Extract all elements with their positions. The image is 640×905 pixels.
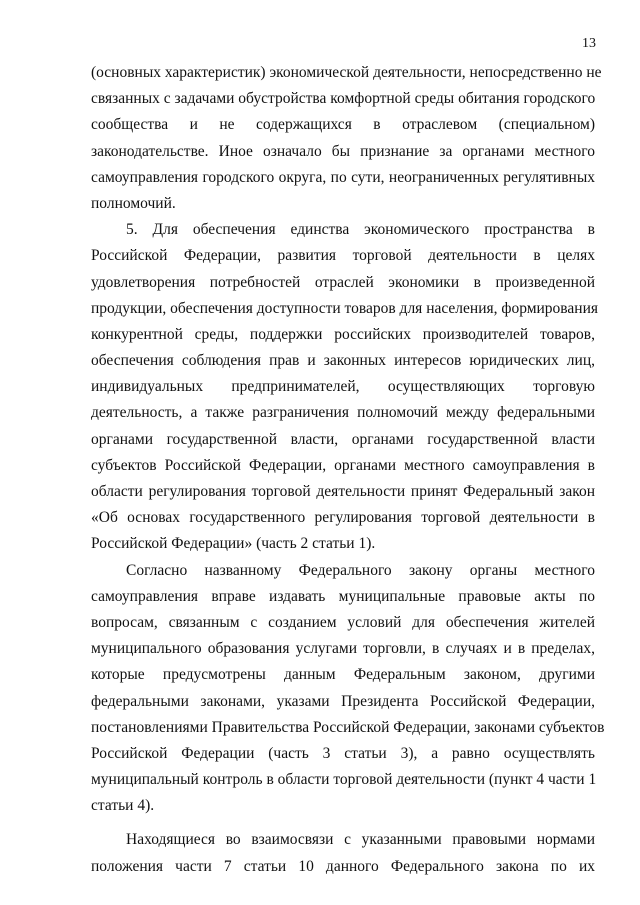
text-line: Российской Федерации, развития торговой деятельности в целях [91,247,595,265]
text-line: полномочий. [91,194,176,212]
text-line: обеспечения соблюдения прав и законных интересов юридических лиц, [91,352,595,370]
text-line: муниципального образования услугами торговли, в случаях и в пределах, [91,640,595,658]
text-line: Находящиеся во взаимосвязи с указанными правовыми нормами [126,831,595,849]
page-number: 13 [582,36,596,51]
text-line: Российской Федерации (часть 3 статьи 3), а равно осуществлять [91,744,595,762]
text-line: статьи 4). [91,797,155,815]
text-line: Согласно названному Федерального закону органы местного [126,561,595,579]
text-line: положения части 7 статьи 10 данного Федерального закона по их [91,857,595,875]
text-line: которые предусмотрены данным Федеральным законом, другими [91,666,595,684]
text-line: постановлениями Правительства Российской Федерации, законами субъектов [91,718,605,736]
text-line: индивидуальных предпринимателей, осуществляющих торговую [91,378,595,396]
text-line: «Об основах государственного регулирования торговой деятельности в [91,509,595,527]
text-line: конкурентной среды, поддержки российских производителей товаров, [91,325,595,343]
text-line: 5. Для обеспечения единства экономического пространства в [126,221,595,239]
paragraph-gap [91,819,595,827]
document-body [91,60,605,880]
text-line: органами государственной власти, органами государственной власти [91,430,595,448]
text-line: вопросам, связанным с созданием условий для обеспечения жителей [91,613,595,631]
text-line: сообщества и не содержащихся в отраслевом (специальном) [91,116,595,134]
text-line: деятельность, а также разграничения полномочий между федеральными [91,404,595,422]
text-line: муниципальный контроль в области торговой деятельности (пункт 4 части 1 [91,771,597,789]
text-line: федеральными законами, указами Президента Российской Федерации, [91,692,595,710]
text-line: Российской Федерации» (часть 2 статьи 1). [91,535,376,553]
text-line: удовлетворения потребностей отраслей экономики в произведенной [91,273,595,291]
text-line: законодательстве. Иное означало бы признание за органами местного [91,142,595,160]
text-line: самоуправления городского округа, по сути, неограниченных регулятивных [91,168,595,186]
text-line: самоуправления вправе издавать муниципальные правовые акты по [91,587,595,605]
text-line: (основных характеристик) экономической деятельности, непосредственно не [91,64,602,81]
text-line: продукции, обеспечения доступности товаров для населения, формирования [91,299,599,317]
text-line: субъектов Российской Федерации, органами местного самоуправления в [91,456,595,474]
text-line: связанных с задачами обустройства комфортной среды обитания городского [91,90,596,108]
text-line: области регулирования торговой деятельности принят Федеральный закон [91,483,595,500]
